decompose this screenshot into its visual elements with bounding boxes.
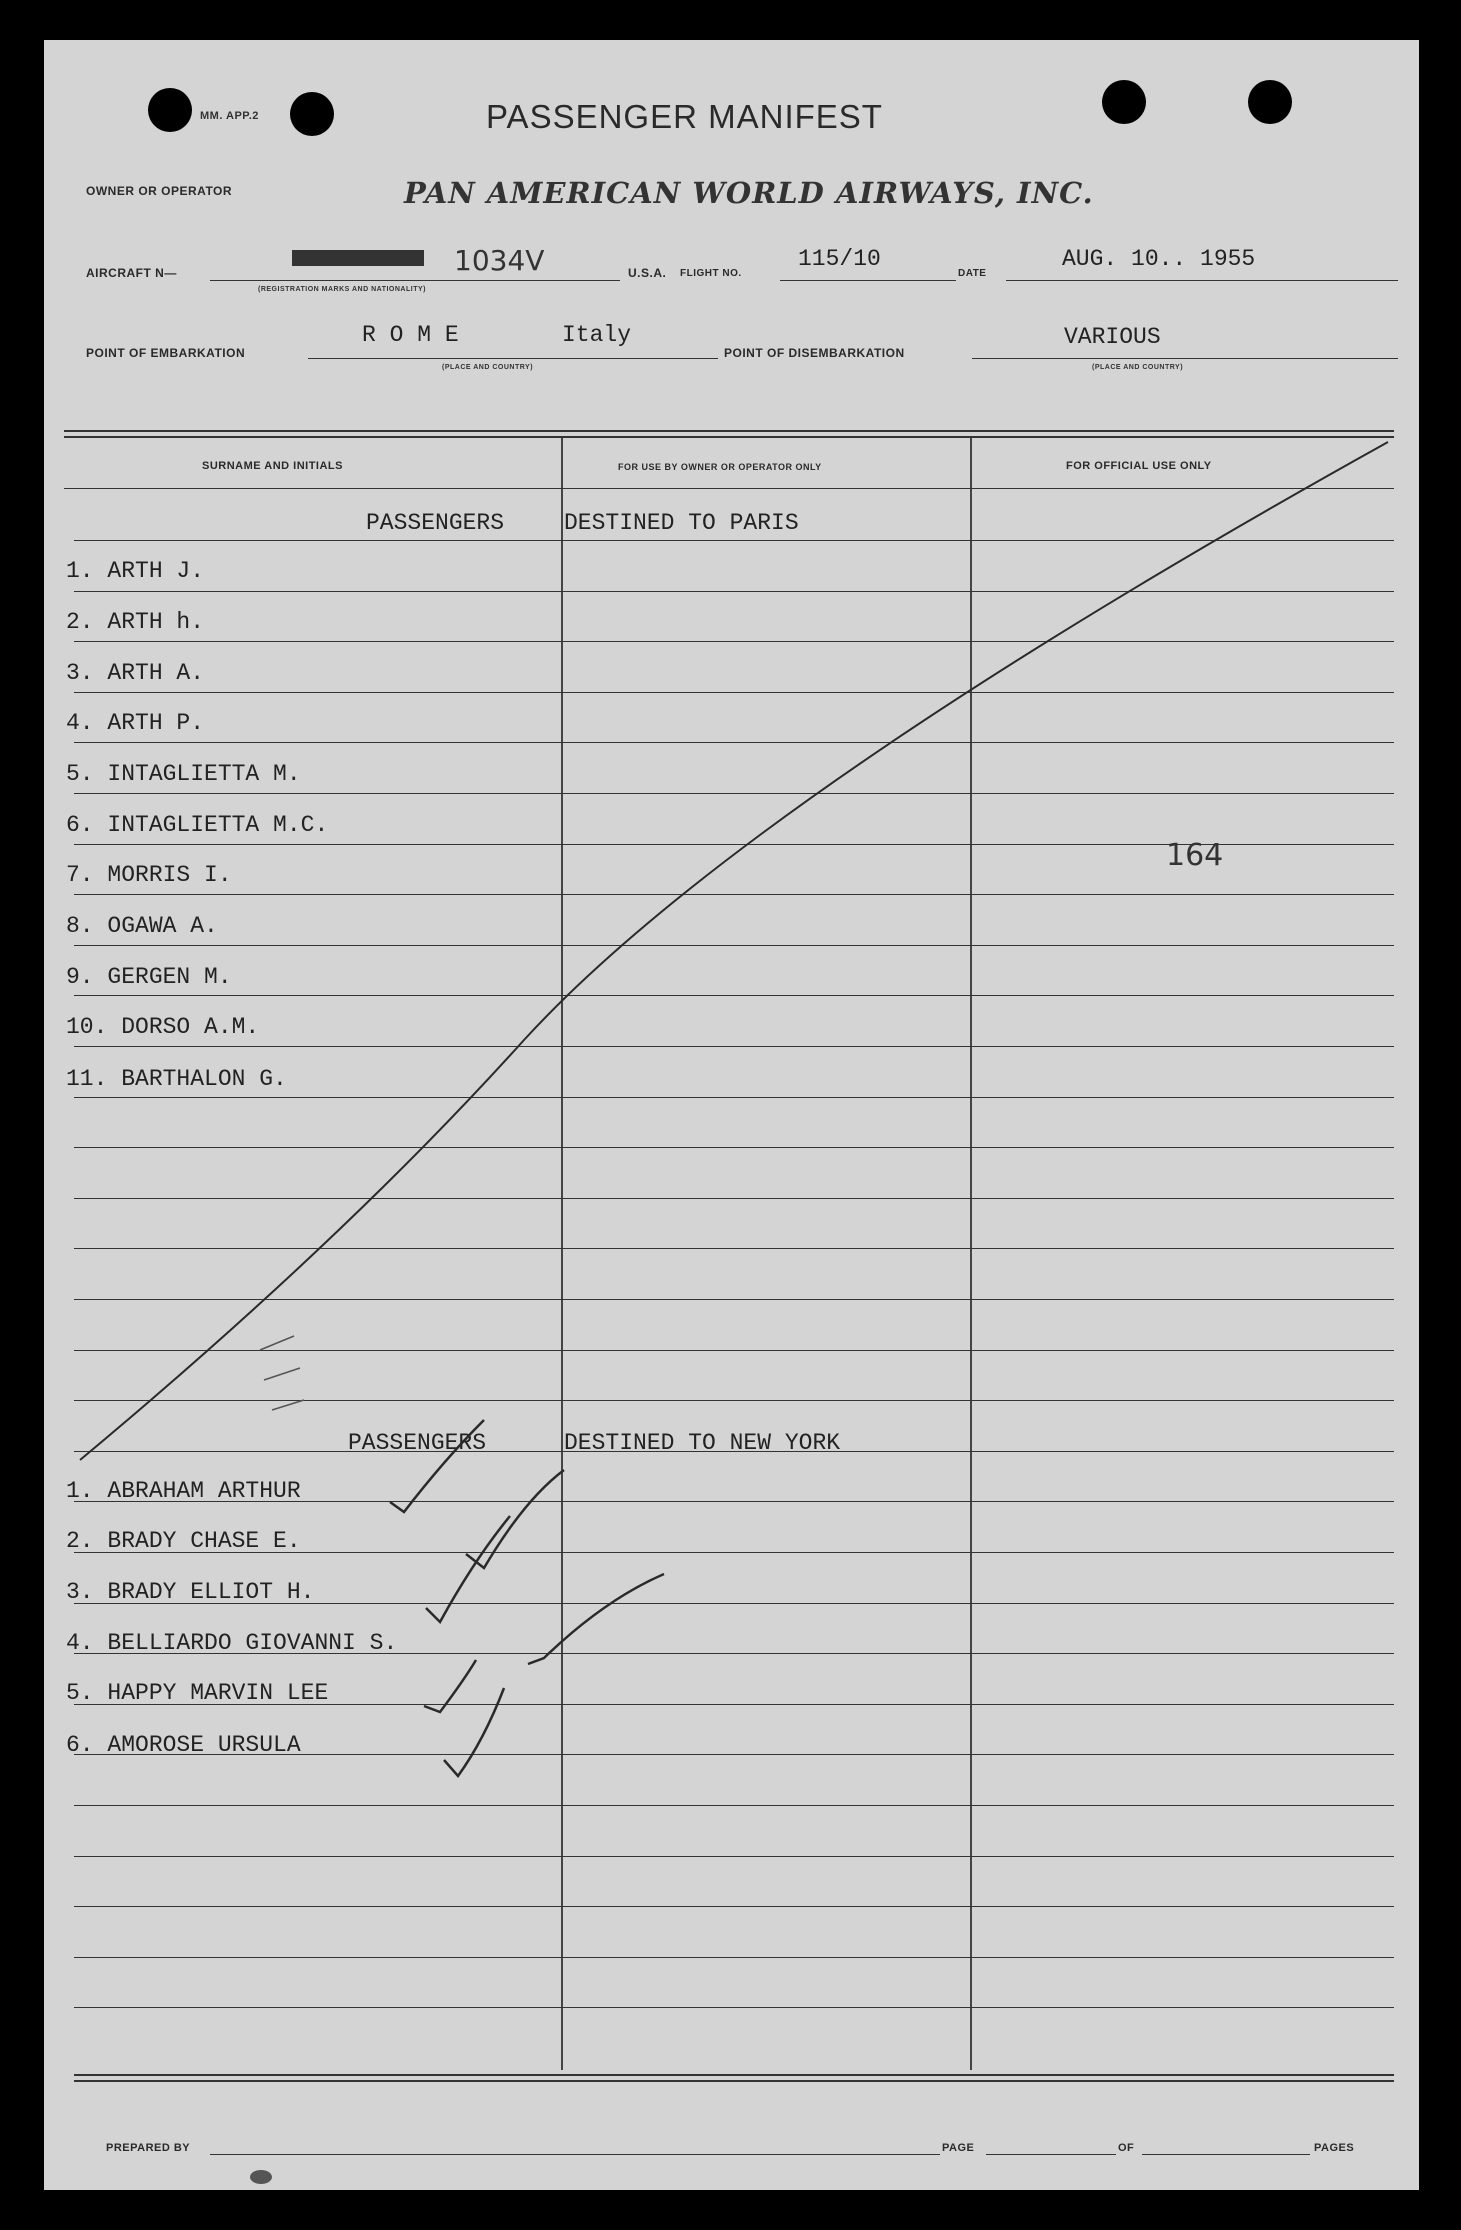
prepared-by-label: PREPARED BY bbox=[106, 2142, 191, 2154]
column-header-surname: SURNAME AND INITIALS bbox=[202, 460, 343, 472]
newyork-heading-passengers: PASSENGERS bbox=[348, 1430, 487, 1456]
passenger-row: 11. BARTHALON G. bbox=[66, 1066, 287, 1092]
official-note: 164 bbox=[1166, 838, 1224, 873]
pages-label: PAGES bbox=[1314, 2142, 1355, 2154]
passenger-row: 4. BELLIARDO GIOVANNI S. bbox=[66, 1630, 398, 1656]
page-underline bbox=[986, 2154, 1116, 2155]
passenger-row: 1. ARTH J. bbox=[66, 558, 205, 584]
check-mark-icon bbox=[528, 1574, 664, 1664]
paris-heading-passengers: PASSENGERS bbox=[366, 510, 505, 536]
date-value: AUG. 10.. 1955 bbox=[1062, 246, 1256, 272]
check-mark-icon bbox=[424, 1660, 476, 1712]
owner-value: PAN AMERICAN WORLD AIRWAYS, INC. bbox=[404, 176, 1094, 210]
embarkation-place-note: (PLACE AND COUNTRY) bbox=[442, 364, 534, 371]
of-underline bbox=[1142, 2154, 1310, 2155]
passenger-row: 2. ARTH h. bbox=[66, 609, 205, 635]
passenger-row: 3. BRADY ELLIOT H. bbox=[66, 1579, 315, 1605]
aircraft-label: AIRCRAFT N— bbox=[86, 266, 177, 280]
embarkation-label: POINT OF EMBARKATION bbox=[86, 346, 246, 360]
form-code: MM. APP.2 bbox=[200, 110, 259, 122]
table-bottom-border bbox=[74, 2074, 1394, 2082]
disembarkation-place-note: (PLACE AND COUNTRY) bbox=[1092, 364, 1184, 371]
pen-marks bbox=[44, 40, 1419, 2190]
ink-blot bbox=[250, 2170, 272, 2184]
passenger-row: 9. GERGEN M. bbox=[66, 964, 232, 990]
check-mark-icon bbox=[444, 1688, 504, 1776]
aircraft-value: 1034V bbox=[454, 244, 545, 277]
registration-note: (REGISTRATION MARKS AND NATIONALITY) bbox=[258, 286, 426, 293]
check-mark-icon bbox=[426, 1516, 510, 1622]
disembarkation-label: POINT OF DISEMBARKATION bbox=[724, 346, 905, 360]
page-title: PASSENGER MANIFEST bbox=[486, 98, 883, 135]
passenger-row: 5. HAPPY MARVIN LEE bbox=[66, 1680, 329, 1706]
flight-value: 115/10 bbox=[798, 246, 881, 272]
disembarkation-value: VARIOUS bbox=[1064, 324, 1161, 350]
stray-pencil-mark bbox=[260, 1336, 304, 1410]
of-label: OF bbox=[1118, 2142, 1135, 2154]
diagonal-cancel-stroke bbox=[80, 442, 1388, 1460]
passenger-row: 6. INTAGLIETTA M.C. bbox=[66, 812, 329, 838]
prepared-by-underline bbox=[210, 2154, 940, 2155]
embarkation-city: R O M E bbox=[362, 322, 459, 348]
usa-label: U.S.A. bbox=[628, 266, 667, 280]
column-header-official-use: FOR OFFICIAL USE ONLY bbox=[1066, 460, 1212, 472]
embarkation-country: Italy bbox=[562, 322, 632, 348]
column-header-owner-use: FOR USE BY OWNER OR OPERATOR ONLY bbox=[618, 462, 822, 472]
passenger-row: 5. INTAGLIETTA M. bbox=[66, 761, 301, 787]
passenger-row: 8. OGAWA A. bbox=[66, 913, 218, 939]
passenger-row: 10. DORSO A.M. bbox=[66, 1014, 260, 1040]
check-mark-icon bbox=[390, 1420, 484, 1512]
page-label: PAGE bbox=[942, 2142, 975, 2154]
passenger-row: 3. ARTH A. bbox=[66, 660, 205, 686]
passenger-row: 1. ABRAHAM ARTHUR bbox=[66, 1478, 301, 1504]
passenger-row: 2. BRADY CHASE E. bbox=[66, 1528, 301, 1554]
passenger-row: 6. AMOROSE URSULA bbox=[66, 1732, 301, 1758]
owner-label: OWNER OR OPERATOR bbox=[86, 184, 233, 198]
newyork-heading-destination: DESTINED TO NEW YORK bbox=[564, 1430, 841, 1456]
paris-heading-destination: DESTINED TO PARIS bbox=[564, 510, 799, 536]
passenger-row: 4. ARTH P. bbox=[66, 710, 205, 736]
passenger-row: 7. MORRIS I. bbox=[66, 862, 232, 888]
flight-label: FLIGHT NO. bbox=[680, 268, 742, 279]
date-label: DATE bbox=[958, 268, 987, 279]
manifest-sheet bbox=[44, 40, 1419, 2190]
